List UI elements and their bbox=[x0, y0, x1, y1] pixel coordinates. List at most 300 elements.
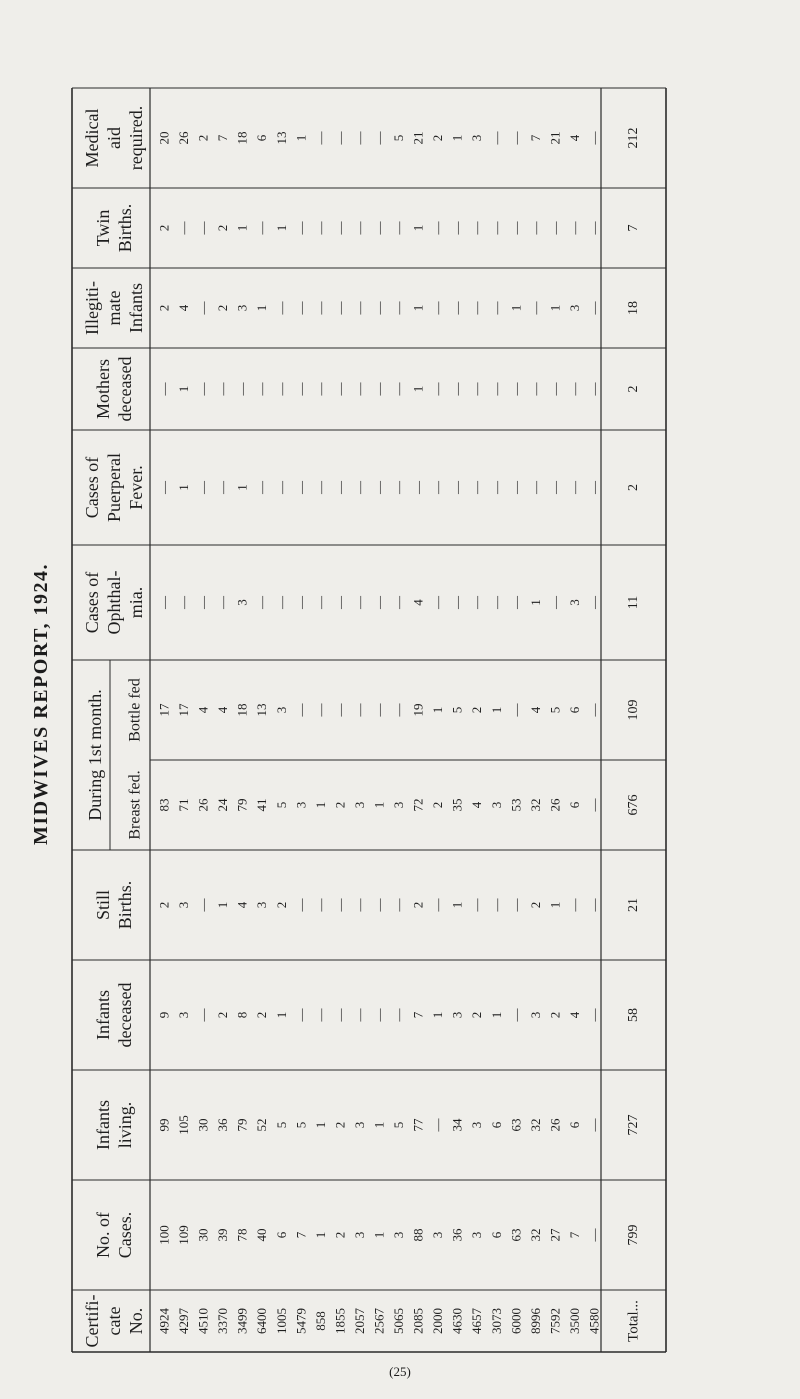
cell-still: — bbox=[195, 898, 211, 912]
cell-breast: 72 bbox=[410, 798, 426, 812]
cell-cert: 6000 bbox=[508, 1308, 524, 1334]
cell-bottle: 19 bbox=[410, 703, 426, 717]
cell-ophth: — bbox=[449, 596, 465, 609]
cell-twin: — bbox=[586, 221, 602, 235]
cell-cases: 7 bbox=[566, 1231, 582, 1239]
cell-twin: — bbox=[430, 221, 446, 235]
cell-still: — bbox=[488, 898, 504, 912]
header-medical: aid bbox=[104, 127, 124, 149]
cell-living: 1 bbox=[312, 1121, 328, 1129]
cell-deceased: 1 bbox=[488, 1011, 504, 1019]
cell-deceased: 2 bbox=[469, 1011, 485, 1019]
cell-mothers: 1 bbox=[410, 385, 426, 393]
cell-living: — bbox=[430, 1118, 446, 1132]
cell-medical: 4 bbox=[566, 134, 582, 142]
cell-puerperal: 1 bbox=[176, 484, 192, 491]
cell-ophth: — bbox=[293, 596, 309, 609]
cell-still: — bbox=[430, 898, 446, 912]
total-ophth: 11 bbox=[626, 595, 641, 610]
cell-twin: 2 bbox=[156, 224, 172, 232]
header-ophth: mia. bbox=[126, 586, 146, 619]
cell-deceased: 1 bbox=[430, 1011, 446, 1019]
cell-living: 3 bbox=[351, 1121, 367, 1129]
cell-still: — bbox=[469, 898, 485, 912]
cell-bottle: 4 bbox=[195, 706, 211, 714]
cell-puerperal: 1 bbox=[234, 484, 250, 491]
cell-deceased: — bbox=[391, 1008, 407, 1022]
cell-mothers: — bbox=[371, 382, 387, 396]
cell-puerperal: — bbox=[312, 481, 328, 494]
cell-mothers: — bbox=[430, 382, 446, 396]
cell-cert: 4657 bbox=[469, 1308, 485, 1334]
cell-living: 5 bbox=[391, 1121, 407, 1129]
cell-deceased: 1 bbox=[273, 1011, 289, 1019]
cell-mothers: — bbox=[293, 382, 309, 396]
total-still: 21 bbox=[626, 898, 641, 912]
cell-still: — bbox=[351, 898, 367, 912]
header-ophth: Ophthal- bbox=[104, 570, 124, 635]
cell-mothers: — bbox=[547, 382, 563, 396]
cell-puerperal: — bbox=[156, 481, 172, 494]
cell-medical: 5 bbox=[391, 134, 407, 142]
cell-puerperal: — bbox=[410, 481, 426, 494]
cell-cases: 32 bbox=[527, 1228, 543, 1242]
cell-bottle: 3 bbox=[273, 706, 289, 714]
cell-cases: 7 bbox=[293, 1231, 309, 1239]
header-cases: Cases. bbox=[115, 1211, 135, 1259]
cell-breast: 3 bbox=[293, 801, 309, 809]
cell-cert: 4630 bbox=[449, 1308, 465, 1334]
cell-breast: 3 bbox=[488, 801, 504, 809]
cell-ophth: — bbox=[273, 596, 289, 609]
cell-illegit: 1 bbox=[410, 304, 426, 312]
cell-living: 32 bbox=[527, 1118, 543, 1132]
cell-bottle: 18 bbox=[234, 703, 250, 717]
cell-breast: 5 bbox=[273, 801, 289, 809]
cell-bottle: — bbox=[293, 703, 309, 717]
header-cert: No. bbox=[126, 1307, 146, 1335]
total-living: 727 bbox=[626, 1114, 641, 1136]
cell-ophth: 1 bbox=[527, 599, 543, 606]
cell-cases: 100 bbox=[156, 1225, 172, 1245]
cell-ophth: 3 bbox=[234, 599, 250, 606]
cell-cases: 27 bbox=[547, 1228, 563, 1242]
cell-living: 1 bbox=[371, 1121, 387, 1129]
header-cert: Certifi- bbox=[82, 1294, 102, 1348]
cell-living: 30 bbox=[195, 1118, 211, 1132]
cell-still: 1 bbox=[449, 901, 465, 909]
cell-bottle: 4 bbox=[527, 706, 543, 714]
cell-living: 5 bbox=[293, 1121, 309, 1129]
cell-medical: 21 bbox=[410, 131, 426, 145]
cell-cases: 6 bbox=[273, 1231, 289, 1239]
cell-illegit: — bbox=[449, 301, 465, 315]
cell-living: 52 bbox=[254, 1118, 270, 1132]
header-deceased: Infants bbox=[93, 990, 113, 1040]
cell-twin: — bbox=[547, 221, 563, 235]
cell-still: 1 bbox=[215, 901, 231, 909]
header-cert: cate bbox=[104, 1306, 124, 1336]
cell-mothers: — bbox=[215, 382, 231, 396]
cell-cases: — bbox=[586, 1228, 602, 1242]
cell-twin: — bbox=[371, 221, 387, 235]
cell-breast: 41 bbox=[254, 798, 270, 812]
cell-cases: 63 bbox=[508, 1228, 524, 1242]
cell-cert: 4924 bbox=[156, 1308, 172, 1334]
header-puerperal: Fever. bbox=[126, 465, 146, 510]
cell-twin: — bbox=[449, 221, 465, 235]
cell-cert: 3499 bbox=[234, 1308, 250, 1334]
cell-puerperal: — bbox=[527, 481, 543, 494]
cell-mothers: — bbox=[449, 382, 465, 396]
cell-ophth: 3 bbox=[566, 599, 582, 606]
cell-bottle: 6 bbox=[566, 706, 582, 714]
cell-cases: 1 bbox=[312, 1231, 328, 1239]
cell-twin: — bbox=[254, 221, 270, 235]
cell-illegit: — bbox=[195, 301, 211, 315]
cell-medical: — bbox=[332, 131, 348, 145]
cell-cases: 1 bbox=[371, 1231, 387, 1239]
cell-deceased: 9 bbox=[156, 1011, 172, 1019]
cell-living: 2 bbox=[332, 1121, 348, 1129]
cell-medical: 1 bbox=[293, 134, 309, 142]
cell-medical: 13 bbox=[273, 131, 289, 145]
cell-still: 1 bbox=[547, 901, 563, 909]
cell-deceased: 2 bbox=[254, 1011, 270, 1019]
cell-ophth: 4 bbox=[410, 599, 426, 606]
cell-deceased: 3 bbox=[176, 1011, 192, 1019]
cell-illegit: — bbox=[371, 301, 387, 315]
cell-twin: — bbox=[176, 221, 192, 235]
cell-twin: 1 bbox=[273, 224, 289, 232]
total-bottle: 109 bbox=[626, 699, 641, 721]
cell-cert: 2085 bbox=[410, 1308, 426, 1334]
cell-breast: 6 bbox=[566, 801, 582, 809]
cell-cases: 109 bbox=[176, 1225, 192, 1245]
cell-illegit: 3 bbox=[566, 304, 582, 312]
cell-breast: 2 bbox=[332, 801, 348, 809]
cell-medical: 6 bbox=[254, 134, 270, 142]
cell-puerperal: — bbox=[215, 481, 231, 494]
cell-puerperal: — bbox=[371, 481, 387, 494]
cell-breast: 26 bbox=[547, 798, 563, 812]
header-illegit: Infants bbox=[126, 283, 146, 333]
cell-deceased: — bbox=[508, 1008, 524, 1022]
cell-mothers: 1 bbox=[176, 385, 192, 393]
cell-living: 79 bbox=[234, 1118, 250, 1132]
cell-cases: 3 bbox=[430, 1231, 446, 1239]
cell-living: 26 bbox=[547, 1118, 563, 1132]
cell-deceased: 4 bbox=[566, 1011, 582, 1019]
total-illegit: 18 bbox=[626, 301, 641, 315]
cell-illegit: 1 bbox=[508, 304, 524, 312]
cell-cert: 4510 bbox=[195, 1308, 211, 1334]
cell-breast: 3 bbox=[351, 801, 367, 809]
cell-still: 2 bbox=[527, 901, 543, 909]
running-title: MIDWIVES REPORT, 1924. bbox=[30, 563, 52, 845]
cell-deceased: — bbox=[293, 1008, 309, 1022]
cell-medical: — bbox=[508, 131, 524, 145]
cell-mothers: — bbox=[312, 382, 328, 396]
cell-ophth: — bbox=[469, 596, 485, 609]
cell-illegit: — bbox=[391, 301, 407, 315]
cell-breast: — bbox=[586, 798, 602, 812]
cell-deceased: — bbox=[332, 1008, 348, 1022]
cell-bottle: — bbox=[332, 703, 348, 717]
cell-bottle: — bbox=[371, 703, 387, 717]
cell-puerperal: — bbox=[293, 481, 309, 494]
cell-cert: 2567 bbox=[371, 1308, 387, 1334]
cell-mothers: — bbox=[508, 382, 524, 396]
cell-ophth: — bbox=[156, 596, 172, 609]
header-cases: No. of bbox=[93, 1212, 113, 1258]
cell-bottle: 17 bbox=[176, 703, 192, 717]
cell-still: 3 bbox=[254, 901, 270, 909]
group-header-during-1st-month: During 1st month. bbox=[85, 689, 105, 821]
cell-ophth: — bbox=[488, 596, 504, 609]
cell-cert: 4297 bbox=[176, 1308, 192, 1334]
cell-twin: — bbox=[527, 221, 543, 235]
cell-mothers: — bbox=[254, 382, 270, 396]
cell-breast: 1 bbox=[312, 801, 328, 809]
cell-cases: 40 bbox=[254, 1228, 270, 1242]
cell-cert: 858 bbox=[312, 1311, 328, 1331]
total-cases: 799 bbox=[626, 1224, 641, 1246]
cell-illegit: — bbox=[488, 301, 504, 315]
cell-breast: 35 bbox=[449, 798, 465, 812]
cell-cases: 6 bbox=[488, 1231, 504, 1239]
cell-illegit: 2 bbox=[156, 304, 172, 312]
cell-still: — bbox=[312, 898, 328, 912]
cell-bottle: 1 bbox=[430, 706, 446, 714]
cell-cert: 8996 bbox=[527, 1308, 543, 1334]
cell-deceased: — bbox=[351, 1008, 367, 1022]
cell-illegit: — bbox=[273, 301, 289, 315]
cell-mothers: — bbox=[273, 382, 289, 396]
cell-ophth: — bbox=[391, 596, 407, 609]
cell-mothers: — bbox=[156, 382, 172, 396]
cell-cert: 1005 bbox=[273, 1308, 289, 1334]
cell-living: 105 bbox=[176, 1115, 192, 1135]
cell-ophth: — bbox=[332, 596, 348, 609]
cell-illegit: — bbox=[293, 301, 309, 315]
header-still: Still bbox=[93, 889, 113, 921]
cell-bottle: — bbox=[312, 703, 328, 717]
cell-still: 2 bbox=[410, 901, 426, 909]
cell-cases: 3 bbox=[391, 1231, 407, 1239]
cell-ophth: — bbox=[371, 596, 387, 609]
cell-bottle: 17 bbox=[156, 703, 172, 717]
cell-medical: 1 bbox=[449, 134, 465, 142]
cell-breast: 2 bbox=[430, 801, 446, 809]
header-breast: Breast fed. bbox=[126, 770, 144, 840]
total-puerperal: 2 bbox=[626, 484, 641, 491]
cell-breast: 32 bbox=[527, 798, 543, 812]
cell-breast: 1 bbox=[371, 801, 387, 809]
cell-deceased: 2 bbox=[547, 1011, 563, 1019]
cell-twin: — bbox=[566, 221, 582, 235]
cell-illegit: — bbox=[312, 301, 328, 315]
header-mothers: Mothers bbox=[93, 359, 113, 419]
cell-still: — bbox=[566, 898, 582, 912]
cell-bottle: — bbox=[586, 703, 602, 717]
cell-twin: — bbox=[488, 221, 504, 235]
cell-twin: 1 bbox=[410, 224, 426, 232]
cell-puerperal: — bbox=[195, 481, 211, 494]
cell-ophth: — bbox=[195, 596, 211, 609]
cell-medical: 21 bbox=[547, 131, 563, 145]
cell-twin: — bbox=[469, 221, 485, 235]
cell-mothers: — bbox=[351, 382, 367, 396]
cell-cases: 39 bbox=[215, 1228, 231, 1242]
cell-deceased: — bbox=[586, 1008, 602, 1022]
cell-bottle: — bbox=[508, 703, 524, 717]
cell-medical: — bbox=[371, 131, 387, 145]
cell-breast: 26 bbox=[195, 798, 211, 812]
cell-twin: — bbox=[312, 221, 328, 235]
cell-mothers: — bbox=[234, 382, 250, 396]
cell-puerperal: — bbox=[254, 481, 270, 494]
cell-medical: 7 bbox=[215, 134, 231, 142]
cell-cert: 1855 bbox=[332, 1308, 348, 1334]
header-puerperal: Cases of bbox=[82, 456, 102, 519]
cell-still: 4 bbox=[234, 901, 250, 909]
cell-illegit: 3 bbox=[234, 304, 250, 312]
cell-illegit: 2 bbox=[215, 304, 231, 312]
cell-medical: — bbox=[351, 131, 367, 145]
cell-illegit: — bbox=[527, 301, 543, 315]
cell-deceased: 3 bbox=[449, 1011, 465, 1019]
cell-mothers: — bbox=[332, 382, 348, 396]
header-puerperal: Puerperal bbox=[104, 453, 124, 522]
cell-illegit: — bbox=[469, 301, 485, 315]
cell-medical: — bbox=[312, 131, 328, 145]
cell-puerperal: — bbox=[449, 481, 465, 494]
cell-breast: 53 bbox=[508, 798, 524, 812]
cell-twin: — bbox=[293, 221, 309, 235]
cell-medical: — bbox=[586, 131, 602, 145]
header-twin: Births. bbox=[115, 203, 135, 253]
cell-living: 6 bbox=[566, 1121, 582, 1129]
cell-mothers: — bbox=[586, 382, 602, 396]
cell-cert: 5479 bbox=[293, 1308, 309, 1334]
cell-medical: 20 bbox=[156, 131, 172, 145]
cell-ophth: — bbox=[430, 596, 446, 609]
cell-mothers: — bbox=[195, 382, 211, 396]
cell-illegit: — bbox=[430, 301, 446, 315]
cell-living: 36 bbox=[215, 1118, 231, 1132]
cell-deceased: 8 bbox=[234, 1011, 250, 1019]
cell-still: — bbox=[508, 898, 524, 912]
header-living: living. bbox=[115, 1101, 135, 1149]
cell-twin: — bbox=[508, 221, 524, 235]
cell-ophth: — bbox=[176, 596, 192, 609]
cell-still: — bbox=[371, 898, 387, 912]
cell-ophth: — bbox=[586, 596, 602, 609]
cell-cert: 4580 bbox=[586, 1308, 602, 1334]
header-bottle: Bottle fed bbox=[126, 678, 144, 742]
total-medical: 212 bbox=[626, 127, 641, 149]
cell-cases: 3 bbox=[469, 1231, 485, 1239]
cell-illegit: — bbox=[351, 301, 367, 315]
cell-bottle: 1 bbox=[488, 706, 504, 714]
cell-deceased: 7 bbox=[410, 1011, 426, 1019]
cell-cert: 2000 bbox=[430, 1308, 446, 1334]
header-medical: Medical bbox=[82, 108, 102, 168]
cell-mothers: — bbox=[566, 382, 582, 396]
cell-puerperal: — bbox=[273, 481, 289, 494]
cell-cert: 3370 bbox=[215, 1308, 231, 1334]
cell-illegit: 1 bbox=[254, 304, 270, 312]
cell-medical: 18 bbox=[234, 131, 250, 145]
cell-living: 34 bbox=[449, 1118, 465, 1132]
cell-still: — bbox=[332, 898, 348, 912]
header-ophth: Cases of bbox=[82, 571, 102, 634]
cell-cert: 2057 bbox=[351, 1308, 367, 1334]
cell-twin: — bbox=[391, 221, 407, 235]
total-deceased: 58 bbox=[626, 1008, 641, 1022]
cell-ophth: — bbox=[351, 596, 367, 609]
cell-living: — bbox=[586, 1118, 602, 1132]
cell-ophth: — bbox=[547, 596, 563, 609]
cell-breast: 79 bbox=[234, 798, 250, 812]
cell-bottle: 4 bbox=[215, 706, 231, 714]
cell-ophth: — bbox=[312, 596, 328, 609]
cell-puerperal: — bbox=[547, 481, 563, 494]
cell-mothers: — bbox=[527, 382, 543, 396]
cell-living: 99 bbox=[156, 1118, 172, 1132]
cell-mothers: — bbox=[488, 382, 504, 396]
cell-still: — bbox=[586, 898, 602, 912]
cell-puerperal: — bbox=[351, 481, 367, 494]
cell-medical: 26 bbox=[176, 131, 192, 145]
cell-bottle: — bbox=[391, 703, 407, 717]
cell-cases: 36 bbox=[449, 1228, 465, 1242]
cell-puerperal: — bbox=[508, 481, 524, 494]
cell-cert: 3073 bbox=[488, 1308, 504, 1334]
cell-medical: 2 bbox=[195, 134, 211, 142]
cell-ophth: — bbox=[254, 596, 270, 609]
cell-medical: 7 bbox=[527, 134, 543, 142]
header-medical: required. bbox=[126, 105, 146, 171]
cell-puerperal: — bbox=[566, 481, 582, 494]
cell-cases: 88 bbox=[410, 1228, 426, 1242]
cell-illegit: — bbox=[332, 301, 348, 315]
cell-breast: 4 bbox=[469, 801, 485, 809]
cell-bottle: 5 bbox=[547, 706, 563, 714]
cell-cases: 30 bbox=[195, 1228, 211, 1242]
cell-bottle: 5 bbox=[449, 706, 465, 714]
cell-puerperal: — bbox=[586, 481, 602, 494]
cell-cert: 5065 bbox=[391, 1308, 407, 1334]
cell-deceased: — bbox=[371, 1008, 387, 1022]
cell-cases: 2 bbox=[332, 1231, 348, 1239]
cell-mothers: — bbox=[469, 382, 485, 396]
cell-bottle: 13 bbox=[254, 703, 270, 717]
total-twin: 7 bbox=[626, 224, 641, 232]
header-illegit: Illegiti- bbox=[82, 281, 102, 335]
header-deceased: deceased bbox=[115, 982, 135, 1048]
totals-label: Total... bbox=[625, 1300, 642, 1342]
cell-twin: 1 bbox=[234, 224, 250, 232]
cell-illegit: 1 bbox=[547, 304, 563, 312]
cell-still: — bbox=[391, 898, 407, 912]
cell-puerperal: — bbox=[488, 481, 504, 494]
cell-cert: 7592 bbox=[547, 1308, 563, 1334]
cell-living: 6 bbox=[488, 1121, 504, 1129]
cell-twin: — bbox=[332, 221, 348, 235]
cell-medical: — bbox=[488, 131, 504, 145]
